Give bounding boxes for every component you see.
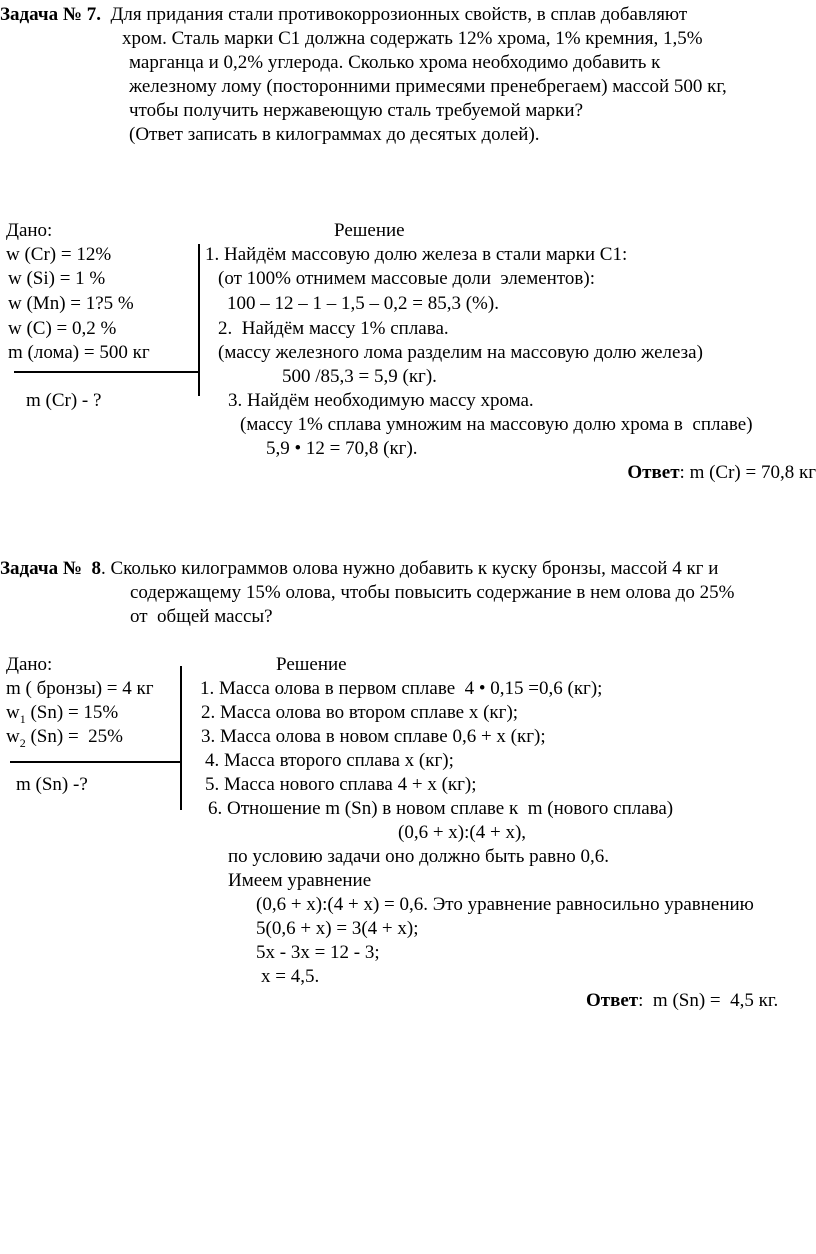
task7-given-divider: [14, 371, 199, 373]
task8-given-w2-value: (Sn) = 25%: [25, 726, 123, 747]
task7-solution-line-8: (массу 1% сплава умножим на массовую долю хрома в сплаве): [240, 414, 753, 435]
task7-solution-line-1: 1. Найдём массовую долю железа в стали марки С1:: [205, 244, 628, 265]
task7-solution-line-4: 2. Найдём массу 1% сплава.: [218, 318, 449, 339]
task7-statement-line-6: (Ответ записать в килограммах до десятых долей).: [129, 124, 540, 145]
task8-solution-title: Решение: [276, 654, 347, 675]
task8-solution-line-11: 5(0,6 + х) = 3(4 + х);: [256, 918, 419, 939]
task8-solution-line-10: (0,6 + х):(4 + х) = 0,6. Это уравнение равносильно уравнению: [256, 894, 754, 915]
task7-given-1: w (Cr) = 12%: [6, 244, 112, 265]
task7-answer-label: Ответ: [627, 462, 680, 483]
task8-given-w1-symbol: w: [6, 702, 20, 723]
task7-solution-line-3: 100 – 12 – 1 – 1,5 – 0,2 = 85,3 (%).: [227, 293, 499, 314]
task7-given-5: m (лома) = 500 кг: [8, 342, 150, 363]
task7-vertical-divider: [198, 244, 200, 396]
task7-solution-line-5: (массу железного лома разделим на массовую долю железа): [218, 342, 703, 363]
task8-given-w1-value: (Sn) = 15%: [25, 702, 119, 723]
task8-given-w2: [6, 726, 123, 748]
task7-statement-line-4: железному лому (посторонними примесями пренебрегаем) массой 500 кг,: [129, 76, 727, 97]
task8-solution-line-7: (0,6 + х):(4 + х),: [398, 822, 527, 843]
task8-vertical-divider: [180, 666, 182, 810]
task8-header: [0, 558, 718, 580]
task8-statement-line-1: . Сколько килограммов олова нужно добавить к куску бронзы, массой 4 кг и: [100, 558, 719, 579]
task8-given-title: Дано:: [6, 654, 53, 675]
task7-statement-line-1: Для придания стали противокоррозионных свойств, в сплав добавляют: [110, 4, 688, 25]
task7-answer: [627, 462, 816, 484]
task7-given-3: w (Mn) = 1?5 %: [8, 293, 134, 314]
task8-solution-line-1: 1. Масса олова в первом сплаве 4 • 0,15 =0,6 (кг);: [200, 678, 603, 699]
task8-given-w1-index: 1: [19, 711, 26, 726]
task8-solution-line-13: х = 4,5.: [261, 966, 320, 987]
task8-find: m (Sn) -?: [16, 774, 88, 795]
task8-answer-label: Ответ: [586, 990, 639, 1011]
task7-given-2: w (Si) = 1 %: [8, 268, 106, 289]
task8-given-w1: [6, 702, 118, 724]
task7-solution-line-7: 3. Найдём необходимую массу хрома.: [228, 390, 534, 411]
task8-solution-line-3: 3. Масса олова в новом сплаве 0,6 + х (кг);: [201, 726, 546, 747]
task8-solution-line-9: Имеем уравнение: [228, 870, 372, 891]
task7-given-title: Дано:: [6, 220, 53, 241]
task8-answer: [586, 990, 778, 1012]
task7-solution-title: Решение: [334, 220, 405, 241]
task8-answer-value: : m (Sn) = 4,5 кг.: [638, 990, 779, 1011]
task8-label: Задача № 8: [0, 558, 101, 579]
task7-label: Задача № 7.: [0, 4, 101, 25]
task8-given-w2-symbol: w: [6, 726, 20, 747]
task8-solution-line-6: 6. Отношение m (Sn) в новом сплаве к m (нового сплава): [208, 798, 674, 819]
task7-given-4: w (C) = 0,2 %: [8, 318, 117, 339]
task7-find: m (Cr) - ?: [26, 390, 102, 411]
task7-answer-value: : m (Cr) = 70,8 кг: [679, 462, 816, 483]
task8-statement-line-2: содержащему 15% олова, чтобы повысить содержание в нем олова до 25%: [130, 582, 735, 603]
task8-solution-line-4: 4. Масса второго сплава х (кг);: [205, 750, 454, 771]
task8-given-w2-index: 2: [19, 735, 26, 750]
task8-statement-line-3: от общей массы?: [130, 606, 273, 627]
task7-statement-line-5: чтобы получить нержавеющую сталь требуемой марки?: [129, 100, 584, 121]
task7-statement-line-3: марганца и 0,2% углерода. Сколько хрома необходимо добавить к: [129, 52, 661, 73]
task7-statement-line-2: хром. Сталь марки С1 должна содержать 12% хрома, 1% кремния, 1,5%: [122, 28, 703, 49]
task7-solution-line-2: (от 100% отнимем массовые доли элементов):: [218, 268, 595, 289]
task7-solution-line-6: 500 /85,3 = 5,9 (кг).: [282, 366, 437, 387]
task8-solution-line-2: 2. Масса олова во втором сплаве х (кг);: [201, 702, 519, 723]
task7-solution-line-9: 5,9 • 12 = 70,8 (кг).: [266, 438, 418, 459]
task8-given-divider: [10, 761, 181, 763]
task8-solution-line-8: по условию задачи оно должно быть равно 0,6.: [228, 846, 610, 867]
task8-given-mass: m ( бронзы) = 4 кг: [6, 678, 154, 699]
task8-solution-line-5: 5. Масса нового сплава 4 + х (кг);: [205, 774, 477, 795]
task8-solution-line-12: 5х - 3х = 12 - 3;: [256, 942, 380, 963]
task7-header: [0, 4, 687, 26]
